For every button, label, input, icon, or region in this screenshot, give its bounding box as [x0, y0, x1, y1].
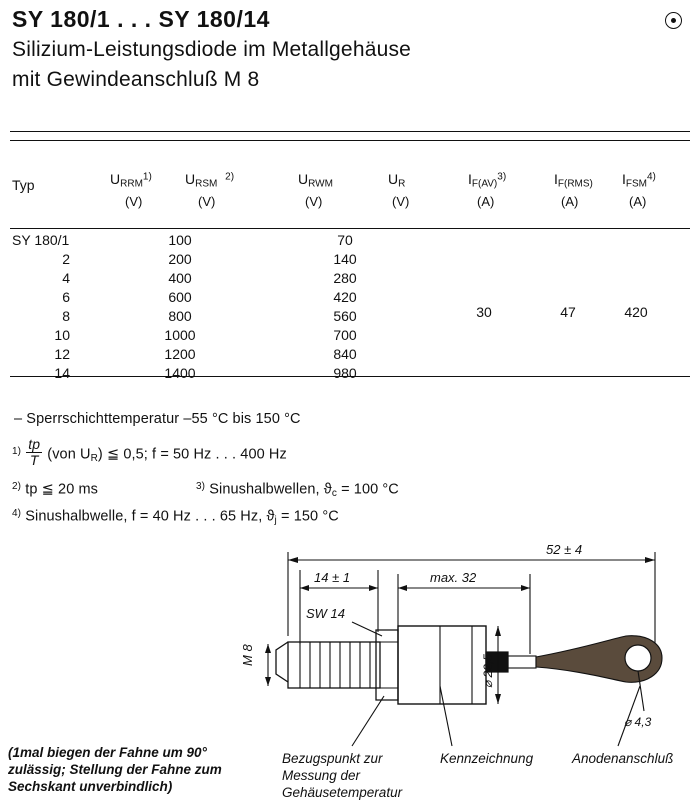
col-head-ifrms-sub: F(RMS) [557, 178, 593, 190]
cell-typ: 10 [54, 327, 70, 343]
note-1-fraction-denominator: T [29, 451, 39, 468]
cell-urwm: 280 [333, 270, 357, 286]
dim-max-label: max. 32 [430, 570, 477, 585]
cell-urrm: 400 [168, 270, 192, 286]
table-row [0, 346, 700, 365]
spec-table [0, 232, 700, 384]
col-head-ifav-sup: 3) [497, 171, 507, 183]
col-head-ursm-sub: RSM [195, 178, 218, 190]
note-1-text-a: (von U [47, 446, 91, 463]
col-head-urwm [298, 171, 333, 190]
col-head-urrm-sup: 1) [142, 171, 152, 183]
note-2-marker: 2) [12, 481, 22, 492]
caption-kennzeichnung: Kennzeichnung [440, 751, 534, 766]
table-row [0, 327, 700, 346]
note-2-text: tp ≦ 20 ms [25, 481, 99, 498]
col-unit-ur: (V) [392, 194, 410, 209]
col-unit-ifrms: (A) [561, 194, 579, 209]
cell-urrm: 600 [168, 289, 192, 305]
col-unit-urwm: (V) [305, 194, 323, 209]
col-head-urwm-sub: RWM [308, 178, 333, 190]
cell-urrm: 200 [168, 251, 192, 267]
table-row [0, 308, 700, 327]
page-title: SY 180/1 . . . SY 180/14 [12, 6, 270, 32]
col-head-ifrms-symbol: I [554, 171, 558, 187]
col-head-ursm-sup: 2) [225, 171, 235, 183]
divider-top [10, 131, 690, 132]
cell-urwm: 560 [333, 308, 357, 324]
label-sw14: SW 14 [306, 606, 346, 621]
note-1-fraction-numerator: tp [28, 436, 41, 452]
col-head-urwm-symbol: U [298, 171, 309, 187]
divider-header-row [10, 228, 690, 229]
col-head-typ-label: Typ [12, 177, 35, 193]
caption-bezugspunkt: Bezugspunkt zur Messung der Gehäusetemperatur [282, 751, 403, 800]
caption-note-bending: (1mal biegen der Fahne um 90° zulässig; Stellung der Fahne zum Sechskant unverbindlich) [8, 745, 222, 794]
cell-typ: 2 [62, 251, 70, 267]
note-4-text-a: Sinushalbwelle, f = 40 Hz . . . 65 Hz, [25, 508, 263, 525]
col-head-ifsm [622, 171, 656, 190]
note-1-marker: 1) [12, 445, 22, 457]
col-head-typ [12, 177, 35, 193]
col-head-urrm [110, 171, 152, 190]
col-head-ur [388, 171, 405, 190]
dim-thread-label: 14 ± 1 [314, 570, 351, 585]
cell-typ: SY 180/1 [12, 232, 70, 248]
col-head-ifav-sub: F(AV) [471, 178, 498, 190]
col-head-ifsm-sup: 4) [647, 171, 656, 183]
col-head-ifsm-symbol: I [622, 171, 626, 187]
page-subtitle-line1: Silizium-Leistungsdiode im Metallgehäuse [12, 38, 412, 61]
cell-urrm: 1400 [164, 365, 196, 381]
divider-top-second [10, 140, 690, 141]
label-diameter-43: ⌀ 4,3 [624, 715, 652, 729]
cell-typ: 8 [62, 308, 70, 324]
table-row [0, 365, 700, 384]
cell-urrm: 100 [168, 232, 192, 248]
note-4 [12, 508, 339, 526]
col-unit-ifav: (A) [477, 194, 495, 209]
table-row [0, 251, 700, 270]
cell-urwm: 420 [333, 289, 357, 305]
table-row [0, 270, 700, 289]
cell-ifsm-span: 420 [624, 304, 648, 320]
col-head-ursm-symbol: U [185, 171, 196, 187]
note-3-text-c: = 100 °C [341, 481, 399, 498]
target-dot-icon [665, 12, 682, 29]
note-4-text-c: = 150 °C [281, 508, 339, 525]
col-head-ur-sub: R [398, 178, 406, 190]
cell-urwm: 700 [333, 327, 357, 343]
col-unit-ursm: (V) [198, 194, 216, 209]
cell-typ: 4 [62, 270, 70, 286]
col-head-ifsm-sub: FSM [625, 178, 647, 190]
note-2 [12, 481, 98, 498]
col-head-ifrms [554, 171, 593, 190]
page-subtitle-line2: mit Gewindeanschluß M 8 [12, 68, 260, 91]
note-sperrschichttemperatur: – Sperrschichttemperatur –55 °C bis 150 °C [14, 411, 301, 427]
label-diameter-225: ⌀ 22,5 [481, 654, 495, 688]
dim-total-label: 52 ± 4 [546, 542, 583, 557]
note-3-sub: c [331, 488, 337, 499]
cell-urrm: 1200 [164, 346, 196, 362]
col-head-urrm-sub: RRM [120, 178, 143, 190]
col-head-ifav [468, 171, 506, 190]
note-1-text-b: ) ≦ 0,5; f = 50 Hz . . . 400 Hz [97, 446, 287, 463]
note-3-marker: 3) [196, 481, 206, 492]
col-head-ursm [185, 171, 234, 190]
cell-urwm: 980 [333, 365, 357, 381]
table-row [0, 232, 700, 251]
cell-typ: 14 [54, 365, 70, 381]
col-unit-ifsm: (A) [629, 194, 647, 209]
cell-urrm: 1000 [164, 327, 196, 343]
note-1 [12, 437, 287, 467]
cell-ifav-span: 30 [476, 304, 492, 320]
note-1-fraction [26, 437, 42, 467]
note-4-theta: ϑ [266, 508, 275, 525]
note-4-sub: j [274, 515, 277, 526]
note-3 [196, 481, 399, 499]
cell-typ: 6 [62, 289, 70, 305]
note-3-text-a: Sinushalbwellen, [209, 481, 320, 498]
note-3-theta: ϑ [323, 481, 332, 498]
table-row [0, 289, 700, 308]
note-4-marker: 4) [12, 508, 22, 519]
cell-urwm: 140 [333, 251, 357, 267]
cell-urwm: 840 [333, 346, 357, 362]
note-1-sub: R [90, 452, 98, 464]
label-m8: M 8 [240, 644, 255, 666]
col-head-urrm-symbol: U [110, 171, 121, 187]
cell-typ: 12 [54, 346, 70, 362]
caption-anodenanschluss: Anodenanschluß [572, 751, 674, 766]
col-head-ur-symbol: U [388, 171, 399, 187]
cell-urwm: 70 [337, 232, 353, 248]
col-head-ifav-symbol: I [468, 171, 472, 187]
cell-ifrms-span: 47 [560, 304, 576, 320]
col-unit-urrm: (V) [125, 194, 143, 209]
cell-urrm: 800 [168, 308, 192, 324]
